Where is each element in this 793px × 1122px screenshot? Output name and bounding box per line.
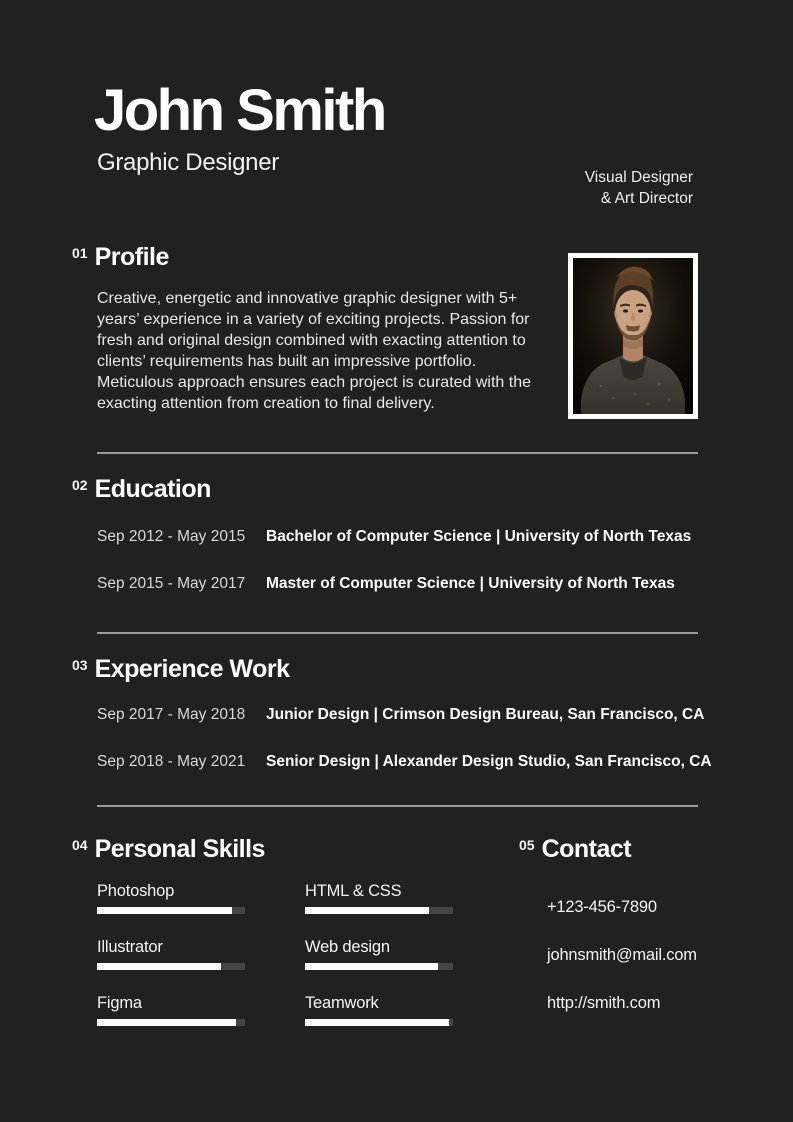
section-skills-heading	[72, 836, 265, 864]
skill-item	[97, 938, 248, 970]
education-dates: Sep 2012 - May 2015	[97, 528, 246, 545]
skill-bar-fill	[305, 963, 438, 970]
skills-column-right	[305, 882, 456, 1050]
section-number: 04	[72, 837, 88, 853]
contact-website: http://smith.com	[547, 994, 661, 1012]
skill-item	[305, 994, 456, 1026]
person-name: John Smith	[94, 78, 385, 143]
divider	[97, 632, 698, 634]
education-row	[97, 527, 691, 546]
education-list	[97, 527, 691, 621]
experience-detail: Senior Design | Alexander Design Studio, San Francisco, CA	[266, 753, 712, 770]
skills-column-left	[97, 882, 248, 1050]
contact-list	[547, 898, 697, 1042]
skill-item	[97, 882, 248, 914]
skill-item	[305, 882, 456, 914]
skill-bar-track	[305, 907, 453, 914]
experience-row	[97, 752, 712, 771]
section-title-experience: Experience Work	[94, 655, 290, 683]
section-contact-heading	[519, 836, 631, 864]
skill-bar-fill	[97, 963, 221, 970]
section-title-profile: Profile	[94, 243, 169, 271]
section-title-education: Education	[94, 475, 211, 503]
education-detail: Master of Computer Science | University of North Texas	[266, 575, 675, 592]
contact-email: johnsmith@mail.com	[547, 946, 697, 964]
skill-bar-track	[97, 1019, 245, 1026]
side-title-line-1: Visual Designer	[584, 169, 693, 186]
skill-label: Photoshop	[97, 882, 175, 900]
education-dates: Sep 2015 - May 2017	[97, 575, 246, 592]
section-experience-heading	[72, 656, 289, 684]
skill-label: Web design	[305, 938, 390, 956]
education-detail: Bachelor of Computer Science | University of North Texas	[266, 528, 692, 545]
experience-row	[97, 705, 712, 724]
experience-detail: Junior Design | Crimson Design Bureau, San Francisco, CA	[266, 706, 705, 723]
profile-photo	[568, 253, 698, 419]
section-title-contact: Contact	[541, 835, 632, 863]
skill-bar-fill	[305, 1019, 449, 1026]
experience-dates: Sep 2018 - May 2021	[97, 753, 246, 770]
section-number: 01	[72, 245, 88, 261]
skill-item	[97, 994, 248, 1026]
skill-item	[305, 938, 456, 970]
side-title	[585, 167, 693, 209]
experience-list	[97, 705, 712, 799]
profile-summary: Creative, energetic and innovative graphic designer with 5+ years’ experience in a variety of exciting projects. Passion for fresh and original design combined with exacting attention to clients’ requirements has built an impressive portfolio. Meticulous approach ensures each project is curated with the exacting attention from creation to final delivery.	[97, 290, 532, 412]
section-number: 03	[72, 657, 88, 673]
skill-bar-track	[305, 963, 453, 970]
divider	[97, 452, 698, 454]
divider	[97, 805, 698, 807]
section-education-heading	[72, 476, 211, 504]
side-title-line-2: & Art Director	[600, 190, 693, 207]
portrait-photo-illustration	[573, 258, 693, 414]
skill-label: Teamwork	[305, 994, 379, 1012]
skill-bar-fill	[97, 1019, 236, 1026]
skill-label: Illustrator	[97, 938, 163, 956]
section-number: 05	[519, 837, 535, 853]
person-role: Graphic Designer	[97, 149, 279, 176]
skill-label: HTML & CSS	[305, 882, 402, 900]
skill-bar-fill	[97, 907, 232, 914]
skill-label: Figma	[97, 994, 142, 1012]
skill-bar-track	[97, 907, 245, 914]
section-profile-heading	[72, 244, 169, 272]
section-number: 02	[72, 477, 88, 493]
contact-phone: +123-456-7890	[547, 898, 657, 916]
skills-grid	[97, 882, 456, 1050]
skill-bar-track	[97, 963, 245, 970]
experience-dates: Sep 2017 - May 2018	[97, 706, 246, 723]
education-row	[97, 574, 691, 593]
skill-bar-track	[305, 1019, 453, 1026]
skill-bar-fill	[305, 907, 429, 914]
section-title-skills: Personal Skills	[94, 835, 265, 863]
